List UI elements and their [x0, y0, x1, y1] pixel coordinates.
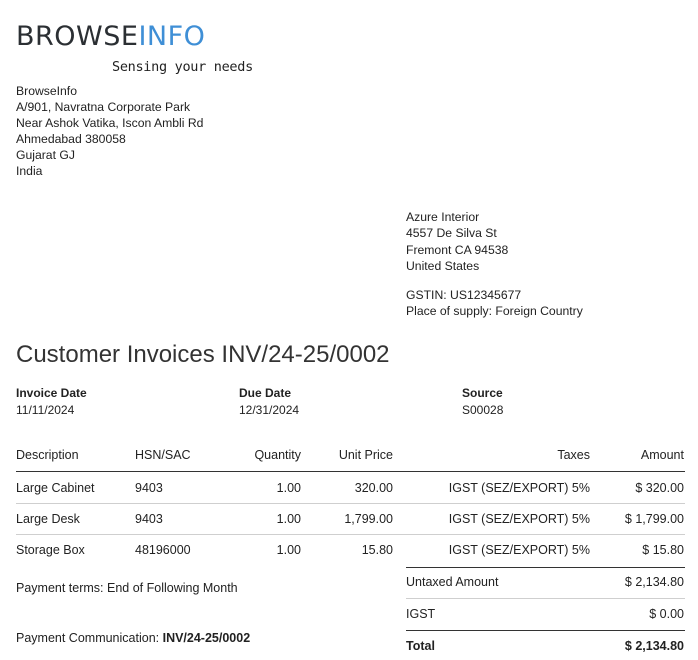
due-date-label: Due Date — [239, 386, 292, 400]
totals-divider — [406, 598, 685, 599]
place-of-supply: Place of supply: Foreign Country — [406, 304, 583, 319]
igst-label: IGST — [406, 607, 436, 621]
invoice-date-value: 11/11/2024 — [16, 403, 75, 417]
row-hsn: 9403 — [135, 481, 163, 495]
company-logo — [16, 22, 205, 52]
column-header-taxes: Taxes — [557, 448, 590, 462]
row-amount: $ 320.00 — [635, 481, 684, 495]
row-taxes: IGST (SEZ/EXPORT) 5% — [448, 543, 590, 557]
row-hsn: 48196000 — [135, 543, 191, 557]
company-address-line: India — [16, 164, 43, 178]
untaxed-amount-label: Untaxed Amount — [406, 575, 499, 589]
customer-address-line: United States — [406, 258, 480, 273]
column-header-hsn: HSN/SAC — [135, 448, 191, 462]
invoice-date-label: Invoice Date — [16, 386, 87, 400]
company-address-line: Near Ashok Vatika, Iscon Ambli Rd — [16, 116, 204, 130]
customer-address-line: Fremont CA 94538 — [406, 242, 509, 257]
row-description: Storage Box — [16, 543, 85, 557]
row-amount: $ 15.80 — [642, 543, 684, 557]
row-hsn: 9403 — [135, 512, 163, 526]
logo-tagline: Sensing your needs — [112, 59, 253, 75]
source-label: Source — [462, 386, 503, 400]
logo-text-info: INFO — [138, 21, 206, 52]
totals-top-divider — [406, 567, 685, 568]
source-value: S00028 — [462, 403, 504, 417]
page-title: Customer Invoices INV/24-25/0002 — [16, 341, 390, 368]
customer-address — [406, 209, 583, 320]
company-address — [16, 83, 203, 179]
logo-text-browse: BROWSE — [16, 21, 139, 52]
table-header-divider — [16, 471, 685, 472]
row-description: Large Cabinet — [16, 481, 95, 495]
company-name: BrowseInfo — [16, 84, 77, 98]
row-amount: $ 1,799.00 — [624, 512, 684, 526]
customer-gstin: GSTIN: US12345677 — [406, 288, 522, 303]
row-unit-price: 15.80 — [361, 543, 393, 557]
customer-name: Azure Interior — [406, 210, 480, 224]
row-quantity: 1.00 — [276, 481, 301, 495]
column-header-quantity: Quantity — [254, 448, 301, 462]
igst-value: $ 0.00 — [649, 607, 684, 621]
payment-communication-label: Payment Communication: — [16, 631, 163, 645]
row-divider — [16, 503, 685, 504]
row-taxes: IGST (SEZ/EXPORT) 5% — [448, 512, 590, 526]
customer-address-line: 4557 De Silva St — [406, 226, 497, 241]
row-unit-price: 320.00 — [354, 481, 393, 495]
column-header-amount: Amount — [640, 448, 684, 462]
row-quantity: 1.00 — [276, 512, 301, 526]
payment-communication-value: INV/24-25/0002 — [162, 631, 251, 645]
row-description: Large Desk — [16, 512, 80, 526]
company-address-line: A/901, Navratna Corporate Park — [16, 100, 191, 114]
column-header-unit-price: Unit Price — [338, 448, 393, 462]
due-date-value: 12/31/2024 — [239, 403, 300, 417]
row-unit-price: 1,799.00 — [344, 512, 393, 526]
row-taxes: IGST (SEZ/EXPORT) 5% — [448, 481, 590, 495]
row-quantity: 1.00 — [276, 543, 301, 557]
untaxed-amount-value: $ 2,134.80 — [624, 575, 684, 589]
total-value: $ 2,134.80 — [624, 639, 684, 653]
total-label: Total — [406, 639, 435, 653]
column-header-description: Description — [16, 448, 79, 462]
company-address-line: Gujarat GJ — [16, 148, 75, 162]
payment-communication — [16, 631, 250, 645]
company-address-line: Ahmedabad 380058 — [16, 132, 126, 146]
total-divider — [406, 630, 685, 631]
payment-terms: Payment terms: End of Following Month — [16, 581, 238, 595]
row-divider — [16, 534, 685, 535]
